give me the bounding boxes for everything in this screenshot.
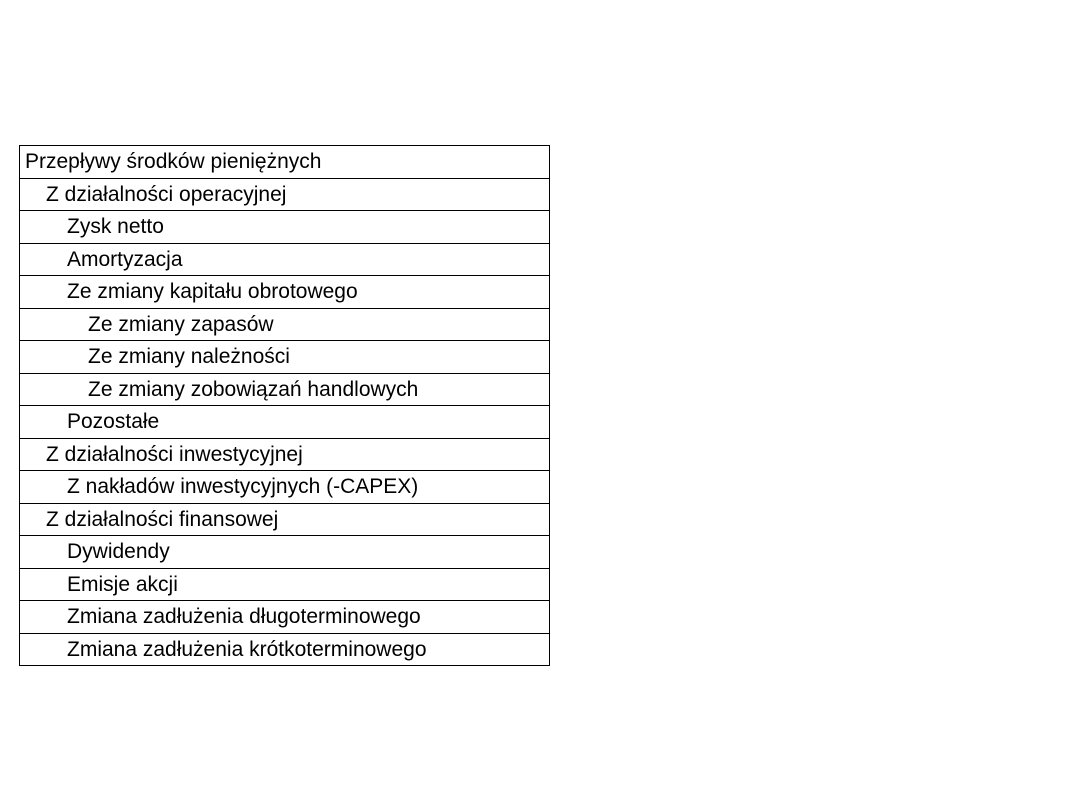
table-cell: Z działalności operacyjnej <box>20 178 550 211</box>
table-cell: Ze zmiany kapitału obrotowego <box>20 276 550 309</box>
cash-flow-table <box>19 145 550 666</box>
table-cell: Zmiana zadłużenia długoterminowego <box>20 601 550 634</box>
table-row <box>20 146 550 179</box>
table-cell: Dywidendy <box>20 536 550 569</box>
table-row <box>20 341 550 374</box>
table-row <box>20 438 550 471</box>
table-cell: Ze zmiany należności <box>20 341 550 374</box>
table-row <box>20 471 550 504</box>
table-cell: Emisje akcji <box>20 568 550 601</box>
table-row <box>20 178 550 211</box>
table-row <box>20 243 550 276</box>
table-row <box>20 568 550 601</box>
table-cell: Ze zmiany zapasów <box>20 308 550 341</box>
table-cell: Ze zmiany zobowiązań handlowych <box>20 373 550 406</box>
table-cell: Z działalności inwestycyjnej <box>20 438 550 471</box>
table-row <box>20 406 550 439</box>
table-cell: Z działalności finansowej <box>20 503 550 536</box>
table-row <box>20 373 550 406</box>
table-row <box>20 503 550 536</box>
table-cell: Zmiana zadłużenia krótkoterminowego <box>20 633 550 666</box>
table-row <box>20 211 550 244</box>
table-row <box>20 601 550 634</box>
table-row <box>20 536 550 569</box>
table-row <box>20 276 550 309</box>
table-cell: Przepływy środków pieniężnych <box>20 146 550 179</box>
table-row <box>20 308 550 341</box>
table-row <box>20 633 550 666</box>
table-cell: Amortyzacja <box>20 243 550 276</box>
table-cell: Z nakładów inwestycyjnych (-CAPEX) <box>20 471 550 504</box>
table-cell: Zysk netto <box>20 211 550 244</box>
table-cell: Pozostałe <box>20 406 550 439</box>
